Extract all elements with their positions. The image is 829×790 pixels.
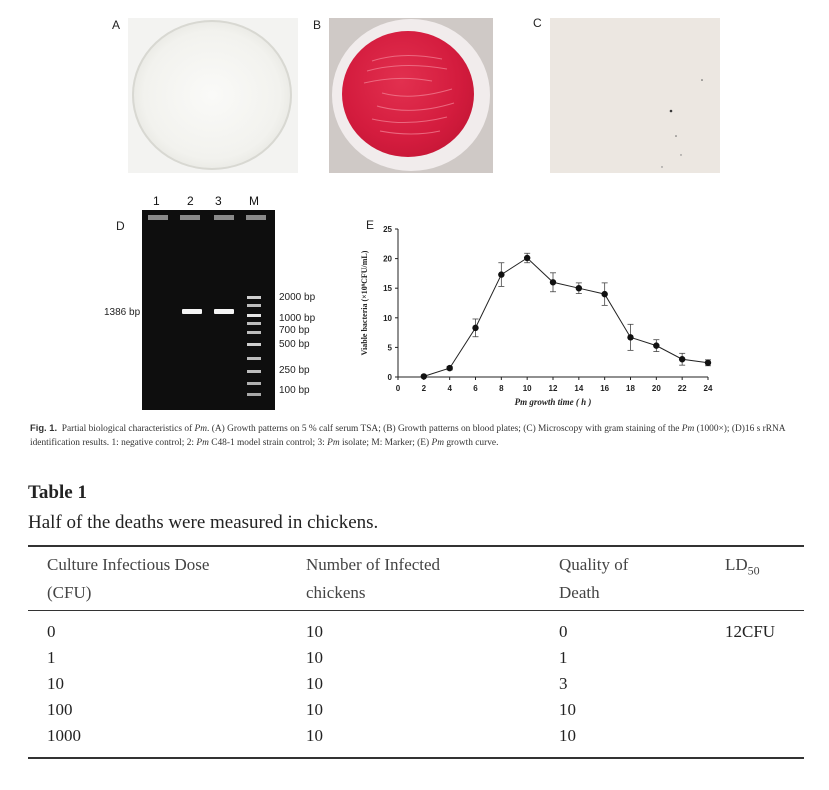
caption-pm-3: Pm xyxy=(196,438,209,448)
caption-text-3: (1000×); (D)16 s rRNA identification results. 1: negative control; 2: xyxy=(30,424,785,448)
cell-dose: 1 xyxy=(47,648,56,667)
table-subtitle: Half of the deaths were measured in chickens. xyxy=(28,512,379,533)
caption-pm-2: Pm xyxy=(681,424,695,434)
header-infected xyxy=(306,551,440,607)
y-tick-label: 20 xyxy=(383,254,392,264)
caption-text-6: growth curve. xyxy=(444,438,499,448)
growth-curve-chart xyxy=(355,217,725,413)
cell-dose: 1000 xyxy=(47,726,81,745)
cell-dose: 100 xyxy=(47,700,73,719)
data-point xyxy=(498,271,504,277)
header-infected-line1: Number of Infected xyxy=(306,555,441,574)
header-infected-line2: chickens xyxy=(306,583,366,602)
cell-infected: 10 xyxy=(306,726,323,745)
y-tick-label: 15 xyxy=(383,284,392,294)
data-point xyxy=(421,373,427,379)
cell-dose: 10 xyxy=(47,674,64,693)
x-tick-label: 6 xyxy=(473,384,478,393)
x-tick-label: 20 xyxy=(651,384,661,393)
data-point xyxy=(446,365,452,371)
header-dose-line1: Culture Infectious Dose xyxy=(47,555,210,574)
band-size-label: 1386 bp xyxy=(104,307,141,318)
data-point xyxy=(601,291,607,297)
series-line xyxy=(424,258,708,376)
panel-label-e: E xyxy=(366,218,375,232)
data-point xyxy=(576,285,582,291)
data-point xyxy=(627,334,633,340)
caption-text-5: isolate; M: Marker; (E) xyxy=(339,438,432,448)
cell-infected: 10 xyxy=(306,648,323,667)
agarose-gel-image xyxy=(142,210,275,410)
data-point xyxy=(472,325,478,331)
header-ld50-sub: 50 xyxy=(747,563,760,578)
tsa-plate-photo xyxy=(128,18,298,173)
panel-label-c: C xyxy=(533,16,542,30)
y-tick-label: 0 xyxy=(387,373,392,382)
caption-pm-5: Pm xyxy=(431,438,444,448)
x-tick-label: 10 xyxy=(522,384,532,393)
y-tick-label: 5 xyxy=(387,343,392,353)
cell-infected: 10 xyxy=(306,622,323,641)
figure-caption xyxy=(30,421,800,450)
caption-text-2: . (A) Growth patterns on 5 % calf serum TSA; (B) Growth patterns on blood plates; (C) Microscopy with gram staining of the xyxy=(207,424,682,434)
panel-label-a: A xyxy=(112,18,121,32)
data-point xyxy=(679,356,685,362)
streak-lines xyxy=(342,31,474,157)
micrograph-specks xyxy=(550,18,720,173)
x-tick-label: 18 xyxy=(626,384,635,393)
y-tick-label: 10 xyxy=(383,313,392,323)
petri-dish-tsa xyxy=(132,20,292,170)
cell-ld50: 12CFU xyxy=(725,622,776,641)
gram-stain-micrograph xyxy=(550,18,720,173)
marker-label-2000: 2000 bp xyxy=(279,292,316,303)
header-dose-line2: (CFU) xyxy=(47,583,92,602)
caption-text-1: Partial biological characteristics of xyxy=(61,424,195,434)
table-top-rule xyxy=(28,545,804,547)
gel-lane-2-label: 2 xyxy=(187,194,194,208)
header-death-line2: Death xyxy=(559,583,600,602)
panel-label-b: B xyxy=(313,18,322,32)
x-tick-label: 14 xyxy=(574,384,584,393)
header-death xyxy=(559,551,628,607)
header-death-line1: Quality of xyxy=(559,555,629,574)
marker-label-700: 700 bp xyxy=(279,325,310,336)
caption-label: Fig. 1. xyxy=(30,422,58,433)
gel-lane-m-label: M xyxy=(249,194,259,208)
x-tick-label: 22 xyxy=(677,384,687,393)
x-tick-label: 2 xyxy=(421,384,427,393)
x-tick-label: 4 xyxy=(447,384,452,393)
caption-pm-4: Pm xyxy=(327,438,340,448)
cell-death: 1 xyxy=(559,648,568,667)
cell-death: 0 xyxy=(559,622,568,641)
table-title: Table 1 xyxy=(28,482,87,503)
x-tick-label: 8 xyxy=(499,384,504,393)
data-point xyxy=(705,360,711,366)
data-point xyxy=(550,279,556,285)
x-axis-label: Pm growth time ( h ) xyxy=(514,397,592,407)
y-axis-label: Viable bacteria (×10⁹CFU/mL) xyxy=(360,250,369,356)
x-tick-label: 24 xyxy=(703,384,713,393)
cell-infected: 10 xyxy=(306,700,323,719)
blood-plate-photo xyxy=(329,18,493,173)
data-point xyxy=(524,255,530,261)
blood-agar-surface xyxy=(342,31,474,157)
cell-death: 10 xyxy=(559,700,576,719)
cell-infected: 10 xyxy=(306,674,323,693)
marker-label-100: 100 bp xyxy=(279,385,310,396)
gel-lane-3-label: 3 xyxy=(215,194,222,208)
cell-death: 10 xyxy=(559,726,576,745)
marker-label-1000: 1000 bp xyxy=(279,313,316,324)
cell-dose: 0 xyxy=(47,622,56,641)
x-tick-label: 12 xyxy=(548,384,558,393)
marker-label-250: 250 bp xyxy=(279,365,310,376)
cell-death: 3 xyxy=(559,674,568,693)
y-tick-label: 25 xyxy=(383,225,392,234)
caption-pm-1: Pm xyxy=(194,424,208,434)
gel-bands xyxy=(142,210,275,410)
x-tick-label: 0 xyxy=(395,384,401,393)
x-tick-label: 16 xyxy=(600,384,610,393)
header-ld50 xyxy=(725,551,760,584)
caption-text-4: C48-1 model strain control; 3: xyxy=(208,438,328,448)
table-header-rule xyxy=(28,610,804,611)
gel-lane-1-label: 1 xyxy=(153,194,160,208)
header-ld50-main: LD xyxy=(725,555,748,574)
header-dose xyxy=(47,551,209,607)
table-bottom-rule xyxy=(28,757,804,759)
panel-label-d: D xyxy=(116,219,125,233)
data-point xyxy=(653,342,659,348)
marker-label-500: 500 bp xyxy=(279,339,310,350)
